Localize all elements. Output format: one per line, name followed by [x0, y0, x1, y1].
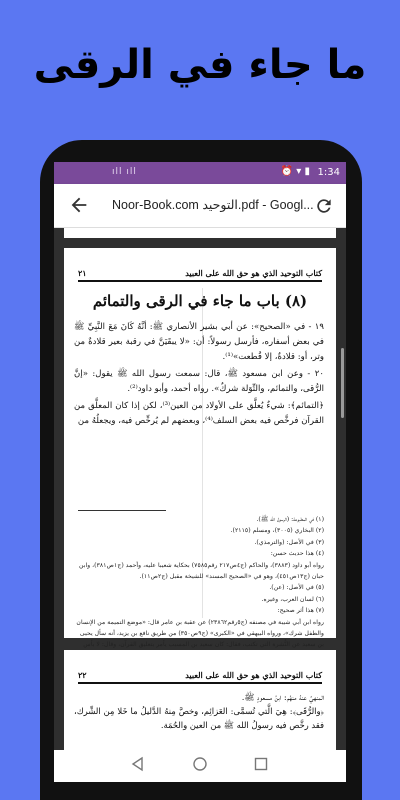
paragraph: ﴿التمائم﴾: شيءٌ يُعلَّق على الأولاد من العين⁽³⁾، لكن إذا كان المعلَّق من القرآن فرخَّص فيه بعض السلف⁽⁴⁾، وبعضهم لم يُرخِّص فيه، ويجعلُهُ من	[74, 401, 324, 426]
footnote-separator	[78, 510, 166, 511]
system-nav-bar	[54, 750, 346, 782]
paragraph: المنهيِّ عنهُ منهُم: ابنُ مسعودٍ ﷺ.	[241, 692, 324, 702]
footnote: (٦) لسان العرب، وغيره.	[261, 595, 324, 603]
page-number: ٢١	[78, 268, 87, 278]
footnote: (٣) في الأصل: (والترمذي).	[254, 538, 324, 546]
page-header-text: كتاب التوحيد الذي هو حق الله على العبيد	[185, 268, 322, 278]
pdf-viewer[interactable]	[54, 228, 346, 750]
promo-headline: ما جاء في الرقى	[33, 42, 367, 88]
back-arrow-icon[interactable]	[68, 194, 90, 216]
chapter-title: (٨) باب ما جاء في الرقى والتمائم	[92, 292, 308, 310]
page-header-text: كتاب التوحيد الذي هو حق الله على العبيد	[185, 670, 322, 680]
nav-back-icon[interactable]	[130, 756, 146, 772]
footnote: رواه ابن أبي شيبة في مصنفه (ج٥رقم٢٣٨٦٢) عن عقبة بن عامر قال: «موضع التميمة من الإنسان والطفل شرك»، ورواه البيهقي في «الكبرى» (ج٩ص٣٥٠) من طريق نافع بن يزيد، أنه سأل يحيى بن سعيد عن النُّشرة التي تكتب، فقال: كان سعيد بن المسيب يأمر بتعليق القرآن، وقال: لا بأس	[76, 618, 324, 649]
refresh-icon[interactable]	[314, 196, 334, 216]
footnote: (٤) هذا حديث حسن:	[270, 550, 324, 558]
previous-page-edge	[64, 228, 336, 238]
paragraph: ٢٠ - وعن ابن مسعود ﷺ، قال: سمعت رسول الله ﷺ يقول: «إنَّ الرُّقى، والتمائم، والتِّوَلة شركٌ». رواه أحمد، وأبو داود⁽²⁾.	[74, 369, 324, 394]
page-header	[78, 668, 322, 684]
status-time: 1:34	[317, 167, 340, 178]
signal-icon: ıll ıll	[112, 167, 137, 177]
chapter-body	[74, 320, 324, 431]
status-bar	[54, 162, 346, 184]
page-number: ٢٢	[78, 670, 87, 680]
footnote: (٧) هذا أثر صحيح:	[277, 607, 324, 615]
footnote: رواه أبو داود (٣٨٨٣)، والحاكم (ج٤ص٢١٧ رقم٧٥٨٥) بحكاية شعيبا عليه، وأحمد (ج١ص٣٨١)، وابن حبان (ج١٣ص٤٥١)، وهو في «الصحيح المسند» للشيخة مقبل (ج٢ص١١).	[79, 561, 324, 581]
scrollbar[interactable]	[341, 348, 344, 418]
footnote: (٥) في الأصل: (عن).	[269, 584, 324, 592]
paragraph: ١٩ - في «الصحيح»: عن أبي بشير الأنصاري ﷺ: أنَّهُ كَانَ مَعَ النَّبِيِّ ﷺ في بعض أسفاره، فأرسل رسولاً: أن: «لا يبقَيَنَّ في رقبة بعير قلادةٌ من وتر، أو: قلادةٌ، إلا قُطعت»⁽¹⁾.	[74, 322, 324, 362]
nav-home-icon[interactable]	[192, 756, 208, 772]
paragraph: ﴿والرُّقَى﴾: هِيَ الَّتي تُسمَّى: العَزائِم، وخصَّ مِنهُ الدَّليلُ ما خَلا مِن الشِّرك، فقد رخَّص فيه رسولُ الله ﷺ من العين والحُمَة.	[74, 706, 324, 730]
footnote: (٢) البخاري (٣٠٠٥)، ومسلم (٢١١٥).	[230, 527, 324, 535]
pdf-page	[64, 248, 336, 649]
app-bar	[54, 184, 346, 228]
phone-screen	[54, 162, 346, 782]
nav-recent-apps-icon[interactable]	[254, 757, 268, 771]
status-icons: ⏰ ▾ ▮	[280, 166, 310, 177]
footnote: (١) في المطبوعة: (الرسول الله ﷺ).	[256, 516, 324, 523]
document-title: Noor-Book.com التوحيد.pdf - Googl...	[112, 198, 314, 212]
page-header	[78, 266, 322, 282]
page-body	[74, 690, 324, 732]
